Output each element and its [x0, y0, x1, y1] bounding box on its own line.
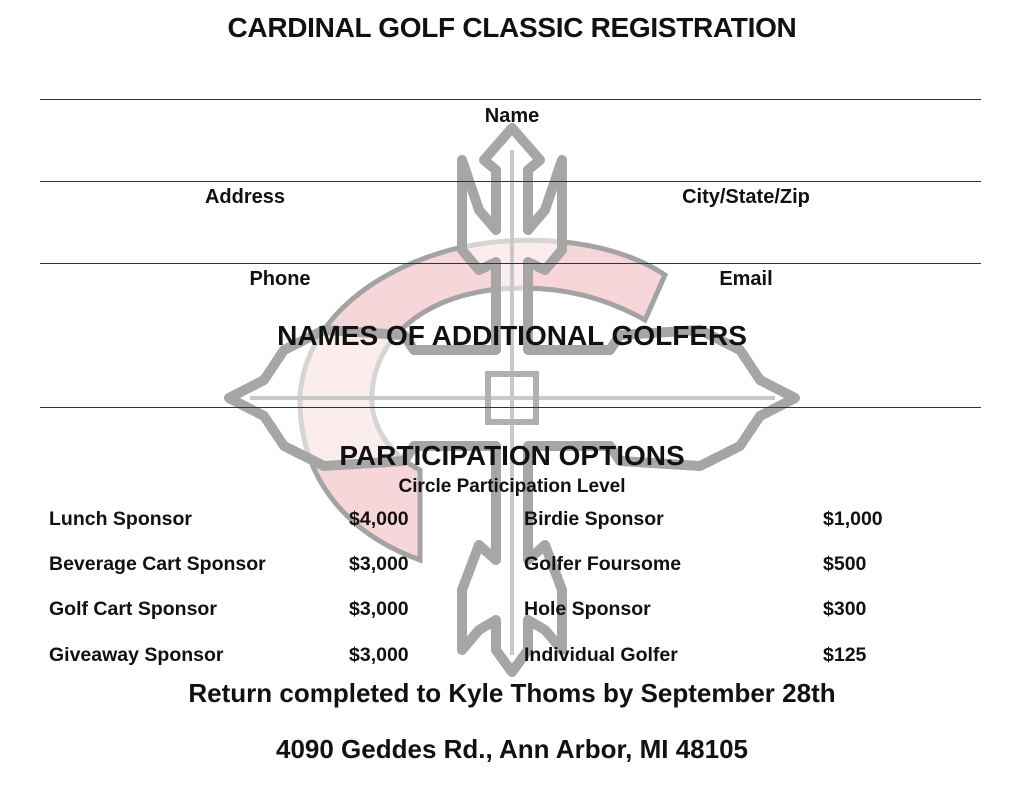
- participation-heading: PARTICIPATION OPTIONS: [339, 440, 685, 471]
- form-title: CARDINAL GOLF CLASSIC REGISTRATION: [227, 12, 797, 43]
- option-label[interactable]: Beverage Cart Sponsor: [49, 553, 266, 575]
- option-price[interactable]: $500: [823, 553, 867, 575]
- mailing-address: 4090 Geddes Rd., Ann Arbor, MI 48105: [275, 734, 748, 764]
- option-label[interactable]: Lunch Sponsor: [49, 508, 192, 530]
- address-line[interactable]: [40, 181, 981, 182]
- option-label[interactable]: Hole Sponsor: [524, 598, 651, 620]
- option-price[interactable]: $1,000: [823, 508, 883, 530]
- option-label[interactable]: Birdie Sponsor: [524, 508, 664, 530]
- option-label[interactable]: Giveaway Sponsor: [49, 644, 224, 666]
- name-label: Name: [484, 105, 540, 127]
- option-price[interactable]: $300: [823, 598, 867, 620]
- address-label: Address: [204, 186, 286, 208]
- option-price[interactable]: $125: [823, 644, 867, 666]
- cross-shape: [229, 128, 795, 672]
- return-note: Return completed to Kyle Thoms by September 28th: [188, 678, 836, 708]
- name-line[interactable]: [40, 99, 981, 100]
- option-label[interactable]: Individual Golfer: [524, 644, 678, 666]
- phone-email-line[interactable]: [40, 263, 981, 264]
- option-price[interactable]: $3,000: [349, 644, 409, 666]
- participation-subheading: Circle Participation Level: [398, 476, 626, 497]
- option-price[interactable]: $3,000: [349, 598, 409, 620]
- option-price[interactable]: $4,000: [349, 508, 409, 530]
- option-price[interactable]: $3,000: [349, 553, 409, 575]
- option-label[interactable]: Golf Cart Sponsor: [49, 598, 217, 620]
- additional-golfers-line[interactable]: [40, 407, 981, 408]
- city-state-zip-label: City/State/Zip: [682, 186, 810, 208]
- email-label: Email: [719, 268, 773, 290]
- additional-golfers-heading: NAMES OF ADDITIONAL GOLFERS: [277, 320, 747, 351]
- option-label[interactable]: Golfer Foursome: [524, 553, 682, 575]
- phone-label: Phone: [249, 268, 311, 290]
